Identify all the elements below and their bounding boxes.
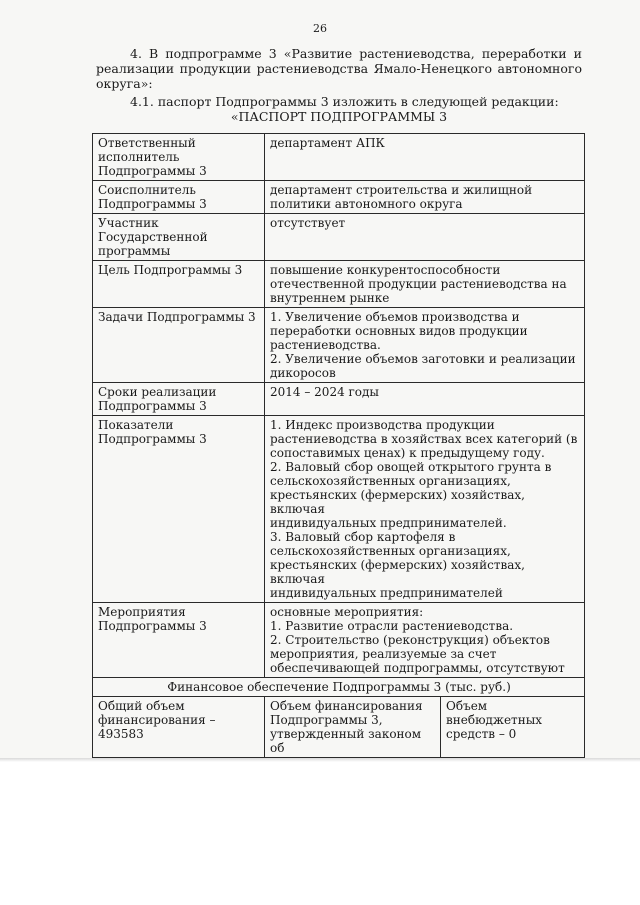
row-value: отсутствует	[265, 214, 585, 261]
row-value: 2014 – 2024 годы	[265, 383, 585, 416]
finance-extra-budget: Объем внебюджетных средств – 0	[441, 697, 585, 758]
table-row	[93, 383, 585, 416]
intro-paragraph: 4. В подпрограмме 3 «Развитие растениеводства, переработки и реализации продукции растениеводства Ямало-Ненецкого автономного округа»:	[96, 46, 582, 91]
passport-table	[92, 133, 585, 758]
passport-title: «ПАСПОРТ ПОДПРОГРАММЫ 3	[230, 109, 448, 124]
row-label: Сроки реализации Подпрограммы 3	[93, 383, 265, 416]
row-label: Соисполнитель Подпрограммы 3	[93, 181, 265, 214]
row-value: 1. Индекс производства продукции растениеводства в хозяйствах всех категорий (в сопоставимых ценах) к предыдущему году. 2. Валовый сбор овощей открытого грунта в сельскохозяйственных организациях, крестьянских (фермерских) хозяйствах, включая индивидуальных предпринимателей. 3. Валовый сбор картофеля в сельскохозяйственных организациях, крестьянских (фермерских) хозяйствах, включая индивидуальных предпринимателей	[265, 416, 585, 603]
table-row	[93, 134, 585, 181]
table-row	[93, 416, 585, 603]
row-value: 1. Увеличение объемов производства и переработки основных видов продукции растениеводства. 2. Увеличение объемов заготовки и реализации дикоросов	[265, 308, 585, 383]
finance-approved: Объем финансирования Подпрограммы 3, утвержденный законом об	[265, 697, 441, 758]
table-row	[93, 214, 585, 261]
table-row	[93, 261, 585, 308]
row-value: повышение конкурентоспособности отечественной продукции растениеводства на внутреннем рынке	[265, 261, 585, 308]
row-value: основные мероприятия: 1. Развитие отрасли растениеводства. 2. Строительство (реконструкция) объектов мероприятия, реализуемые за счет обеспечивающей подпрограммы, отсутствуют	[265, 603, 585, 678]
table-row	[93, 308, 585, 383]
sub-paragraph: 4.1. паспорт Подпрограммы 3 изложить в следующей редакции:	[130, 94, 559, 109]
page-edge	[0, 758, 640, 762]
finance-row	[93, 697, 585, 758]
page-number: 26	[313, 22, 327, 35]
table-row	[93, 603, 585, 678]
row-label: Участник Государственной программы	[93, 214, 265, 261]
finance-total: Общий объем финансирования – 493583	[93, 697, 265, 758]
row-label: Мероприятия Подпрограммы 3	[93, 603, 265, 678]
row-value: департамент АПК	[265, 134, 585, 181]
row-label: Цель Подпрограммы 3	[93, 261, 265, 308]
row-label: Показатели Подпрограммы 3	[93, 416, 265, 603]
finance-header-row	[93, 678, 585, 697]
table-row	[93, 181, 585, 214]
finance-header: Финансовое обеспечение Подпрограммы 3 (тыс. руб.)	[93, 678, 585, 697]
row-label: Задачи Подпрограммы 3	[93, 308, 265, 383]
row-label: Ответственный исполнитель Подпрограммы 3	[93, 134, 265, 181]
row-value: департамент строительства и жилищной политики автономного округа	[265, 181, 585, 214]
